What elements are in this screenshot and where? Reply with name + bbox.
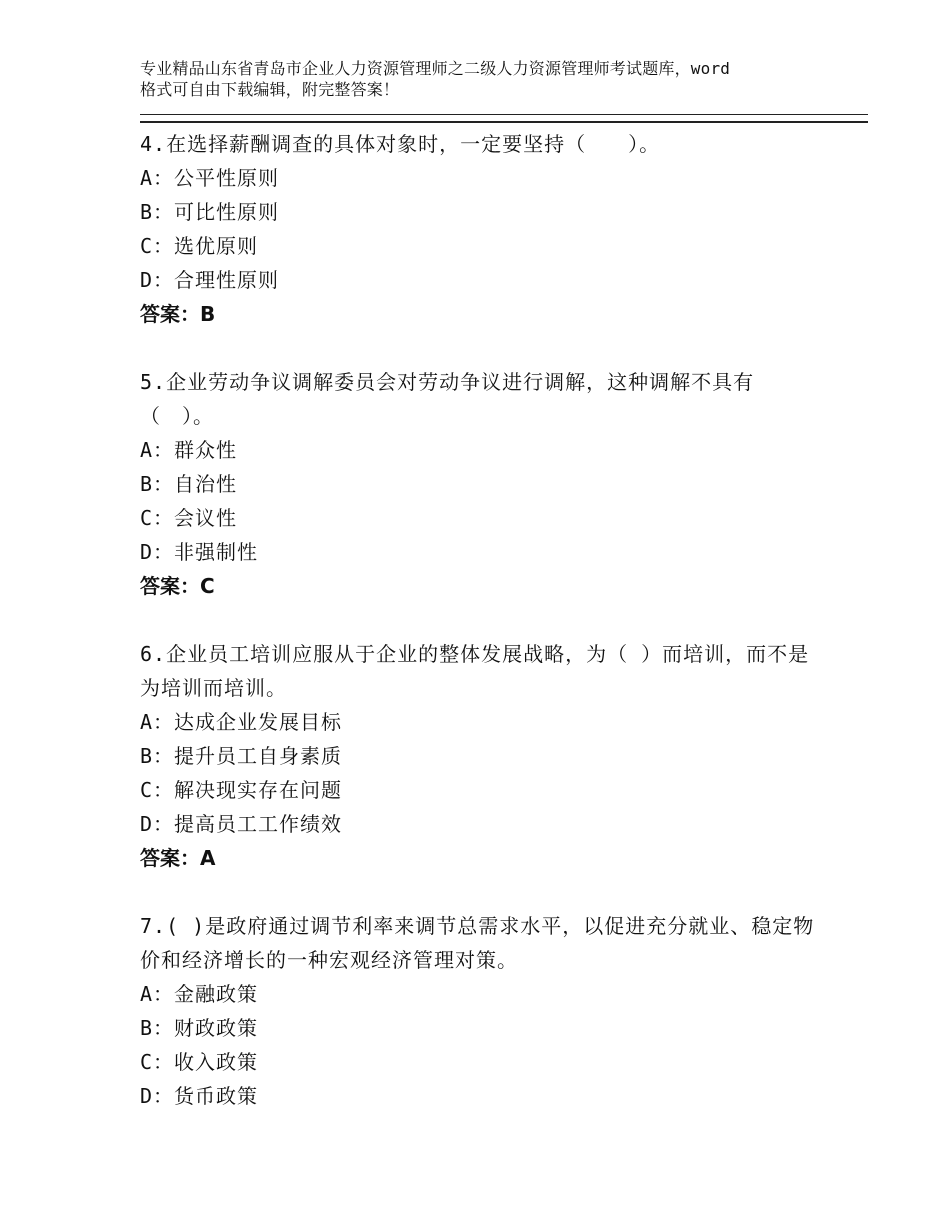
question-stem: 5.企业劳动争议调解委员会对劳动争议进行调解，这种调解不具有（ ）。 (140, 370, 755, 428)
question-stem: 6.企业员工培训应服从于企业的整体发展战略，为（ ）而培训，而不是为培训而培训。 (140, 642, 810, 700)
option-d: D：合理性原则 (140, 268, 280, 292)
question-5 (140, 365, 868, 603)
document-header (140, 58, 820, 100)
answer: 答案：A (140, 846, 216, 870)
option-c: C：收入政策 (140, 1050, 259, 1074)
header-line-2: 格式可自由下载编辑，附完整答案！ (140, 80, 400, 99)
question-6 (140, 637, 868, 875)
option-c: C：选优原则 (140, 234, 259, 258)
option-b: B：可比性原则 (140, 200, 280, 224)
header-line-1: 专业精品山东省青岛市企业人力资源管理师之二级人力资源管理师考试题库，word (140, 59, 731, 78)
option-b: B：财政政策 (140, 1016, 259, 1040)
option-d: D：货币政策 (140, 1084, 259, 1108)
option-d: D：提高员工工作绩效 (140, 812, 343, 836)
option-b: B：自治性 (140, 472, 238, 496)
document-page (140, 58, 868, 1113)
question-4 (140, 127, 868, 331)
option-a: A：金融政策 (140, 982, 259, 1006)
option-c: C：解决现实存在问题 (140, 778, 343, 802)
answer: 答案：C (140, 574, 215, 598)
option-c: C：会议性 (140, 506, 238, 530)
header-divider (140, 114, 868, 123)
option-b: B：提升员工自身素质 (140, 744, 343, 768)
question-7 (140, 909, 868, 1113)
option-d: D：非强制性 (140, 540, 259, 564)
question-stem: 4.在选择薪酬调查的具体对象时，一定要坚持（ ）。 (140, 132, 661, 156)
option-a: A：达成企业发展目标 (140, 710, 343, 734)
answer: 答案：B (140, 302, 216, 326)
question-stem: 7.( )是政府通过调节利率来调节总需求水平，以促进充分就业、稳定物价和经济增长的一种宏观经济管理对策。 (140, 914, 815, 972)
option-a: A：公平性原则 (140, 166, 280, 190)
option-a: A：群众性 (140, 438, 238, 462)
